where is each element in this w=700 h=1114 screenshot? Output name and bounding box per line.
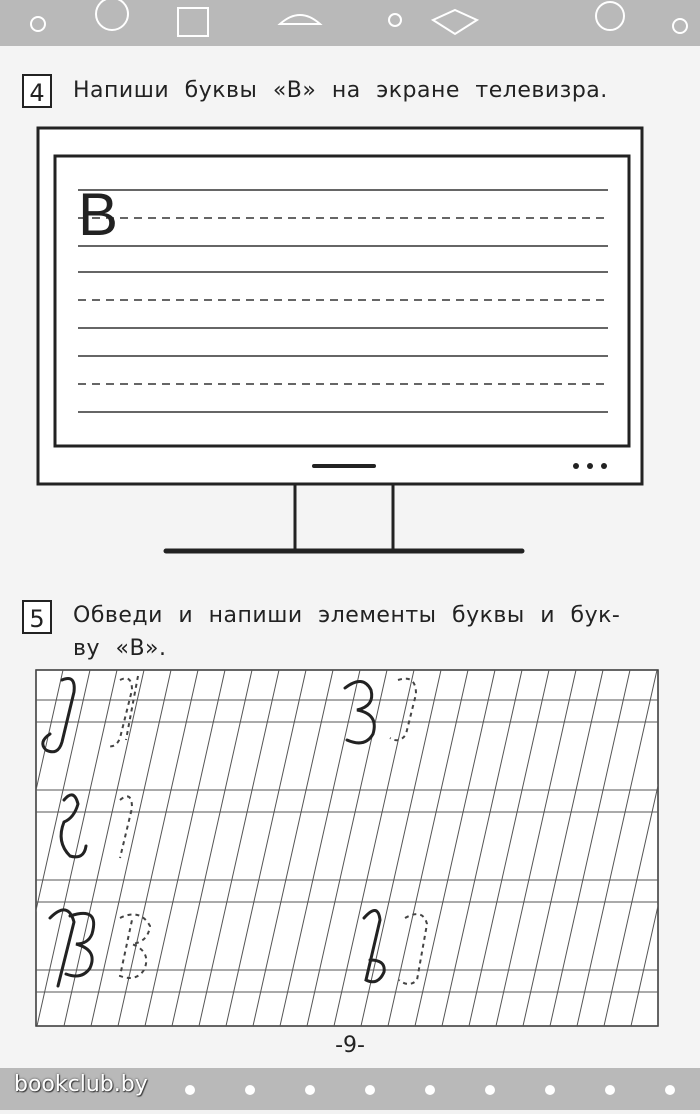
watermark: bookclub.by [14,1072,148,1097]
grid-slant-line [658,670,700,1026]
flower-icon [425,1085,435,1095]
flower-icon [245,1085,255,1095]
page-number: -9- [335,1033,365,1058]
grid-slant-line [0,670,36,1026]
grid-slant-line [685,670,700,1026]
task-4-text: Напиши буквы «В» на экране телевизра. [73,78,608,103]
flower-icon [305,1085,315,1095]
flower-icon [665,1085,675,1095]
task-5-number: 5 [22,600,52,634]
flower-icon [485,1085,495,1095]
flower-icon [185,1085,195,1095]
flower-icon [365,1085,375,1095]
screen-letter-sample: В [78,181,119,248]
flower-icon [545,1085,555,1095]
task-5-text-line1: Обведи и напиши элементы буквы и бук- [73,603,621,628]
task-5-text-line2: ву «В». [73,636,167,661]
flower-icon [605,1085,615,1095]
task-4-number: 4 [22,74,52,108]
